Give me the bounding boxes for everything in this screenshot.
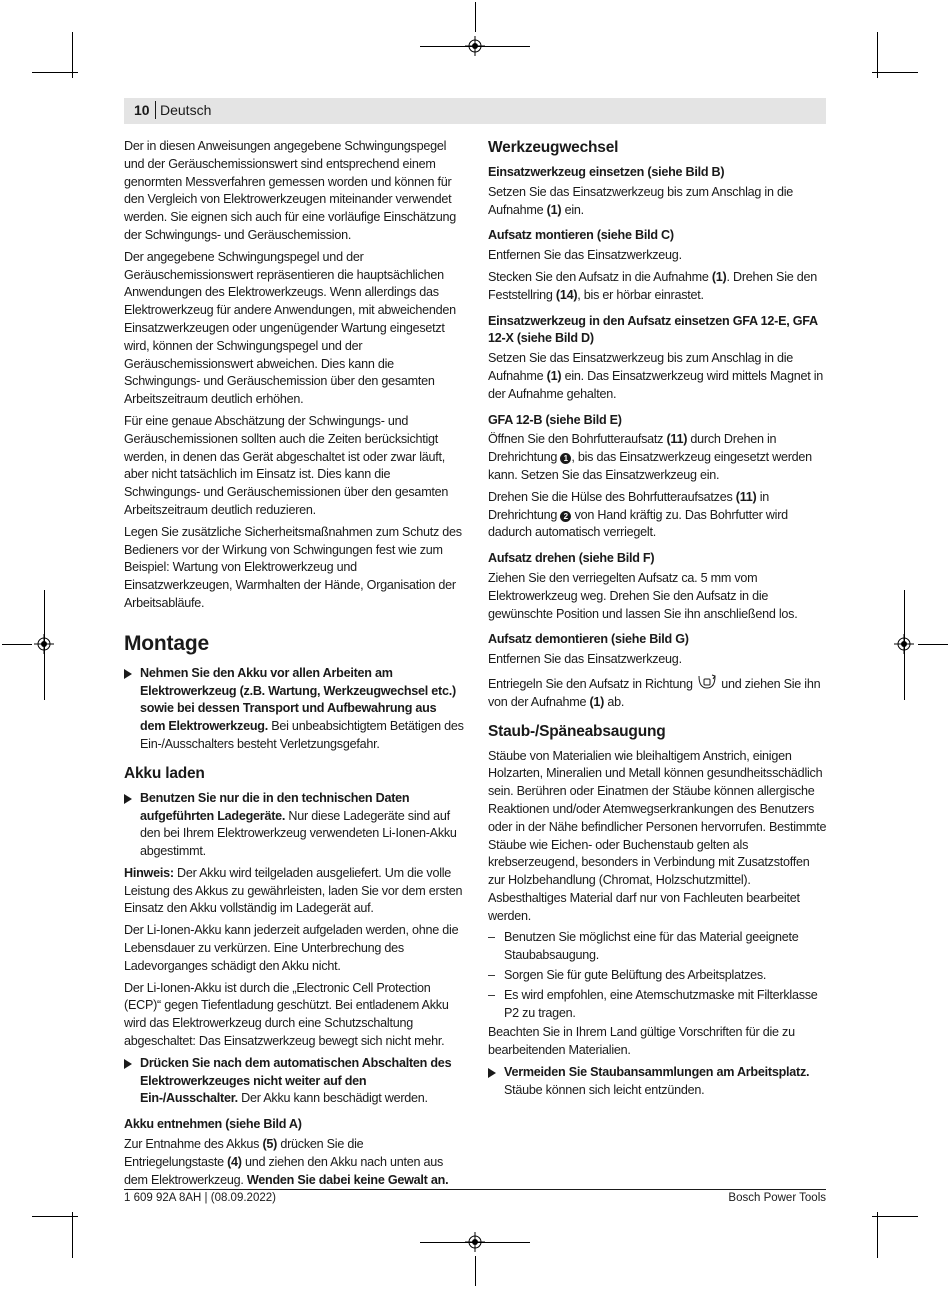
warning-item [488, 1064, 828, 1100]
warning-item [124, 790, 464, 861]
section-title-akku-laden: Akku laden [124, 764, 205, 782]
warning-item [124, 665, 464, 754]
dash-bullet: – [488, 930, 495, 945]
ref-number: (11) [666, 432, 688, 447]
footer-doc-id: 1 609 92A 8AH | (08.09.2022) [124, 1192, 276, 1204]
warning-bold-text: Benutzen Sie nur die in den technischen Daten aufgeführten Ladegeräte. [140, 790, 410, 823]
text-run: , bis das Einsatzwerkzeug eingesetzt werden kann. Setzen Sie das Einsatzwerkzeug ein. [488, 450, 812, 482]
subsection-title: GFA 12-B (siehe Bild E) [488, 412, 622, 427]
ref-number: (4) [227, 1154, 242, 1169]
paragraph: Der angegebene Schwingungspegel und der Geräuschemissionswert repräsentieren die hauptsächlichen Anwendungen des Elektrowerkzeugs. Wenn allerdings das Elektrowerkzeug für andere Anwendungen, mit abweichenden Einsatzwerkzeugen oder ungenügender Wartung eingesetzt wird, können der Schwingungspegel und der Geräuschemissionswert abweichen. Dies kann die Schwingungs- und Geräuschemission über den gesamten Arbeitszeitraum deutlich erhöhen. [124, 249, 456, 407]
text-run: Stecken Sie den Aufsatz in die Aufnahme [488, 269, 712, 284]
paragraph [488, 489, 828, 542]
warning-text: Nur diese Ladegeräte sind auf den bei Ihrem Elektrowerkzeug verwendeten Li-Ionen-Akku abgestimmt. [140, 808, 457, 859]
text-run: in Drehrichtung [488, 489, 770, 522]
ref-number: (11) [735, 489, 757, 504]
subsection-title: Einsatzwerkzeug einsetzen (siehe Bild B) [488, 165, 725, 179]
rotation-direction-1-icon: 1 [560, 453, 571, 464]
warning-arrow-icon [124, 794, 132, 804]
section-title-werkzeugwechsel: Werkzeugwechsel [488, 139, 619, 156]
bold-text: Wenden Sie dabei keine Gewalt an. [246, 1172, 449, 1187]
page-header [124, 98, 826, 124]
unlock-rotation-icon [696, 673, 718, 691]
list-item-text: Benutzen Sie möglichst eine für das Material geeignete Staubabsaugung. [504, 930, 799, 963]
ref-number: (1) [546, 202, 562, 217]
ref-number: (1) [711, 269, 727, 284]
warning-bold-text: Nehmen Sie den Akku vor allen Arbeiten am Elektrowerkzeug (z.B. Wartung, Werkzeugwechsel etc.) sowie bei dessen Transport und Aufbewahrung aus dem Elektrowerkzeug. [140, 665, 456, 734]
ref-number: (1) [546, 368, 562, 383]
left-column [124, 138, 464, 1193]
paragraph [488, 350, 828, 403]
text-run: von Hand kräftig zu. Das Bohrfutter wird dadurch automatisch verriegelt. [488, 507, 788, 540]
crop-mark [904, 590, 905, 700]
dash-bullet: – [488, 987, 495, 1002]
warning-text: Stäube können sich leicht entzünden. [504, 1082, 705, 1097]
warning-arrow-icon [124, 1059, 132, 1069]
note-paragraph [124, 865, 464, 918]
ref-number: (14) [555, 287, 578, 302]
crop-mark [420, 1242, 530, 1243]
dash-list-item [488, 929, 828, 965]
crop-mark [877, 1212, 878, 1258]
paragraph: Legen Sie zusätzliche Sicherheitsmaßnahmen zum Schutz des Bedieners vor der Wirkung von Schwingungen fest wie zum Beispiel: Wartung von Elektrowerkzeug und Einsatzwerkzeugen, Warmhalten der Hände, Organisation der Arbeitsabläufe. [124, 524, 462, 610]
crop-mark [475, 2, 476, 32]
paragraph [488, 184, 828, 220]
subsection-title-akku-entnehmen: Akku entnehmen (siehe Bild A) [124, 1117, 302, 1132]
paragraph: Entfernen Sie das Einsatzwerkzeug. [488, 248, 682, 263]
list-item-text: Sorgen Sie für gute Belüftung des Arbeitsplatzes. [504, 968, 767, 983]
ref-number: (5) [262, 1137, 278, 1152]
text-run: Entriegeln Sie den Aufsatz in Richtung [488, 676, 696, 691]
subsection-title: Aufsatz demontieren (siehe Bild G) [488, 632, 689, 647]
text-run: . Drehen Sie den Feststellring [488, 269, 818, 302]
subsection-title: Aufsatz montieren (siehe Bild C) [488, 228, 674, 243]
text-run: ein. [561, 202, 584, 217]
paragraph [488, 431, 828, 484]
warning-item [124, 1055, 464, 1108]
note-label: Hinweis: [124, 865, 174, 880]
text-run: Öffnen Sie den Bohrfutteraufsatz [488, 432, 667, 447]
list-item-text: Es wird empfohlen, eine Atemschutzmaske mit Filterklasse P2 zu tragen. [504, 987, 818, 1020]
footer-brand: Bosch Power Tools [728, 1192, 826, 1204]
crop-mark [2, 644, 32, 645]
crop-mark [44, 590, 45, 700]
warning-text: Der Akku kann beschädigt werden. [237, 1091, 428, 1106]
warning-arrow-icon [488, 1068, 496, 1078]
text-run: und ziehen den Akku nach unten aus dem Elektrowerkzeug. [124, 1154, 444, 1187]
paragraph: Der Li-Ionen-Akku ist durch die „Electronic Cell Protection (ECP)“ gegen Tiefentladung geschützt. Bei entladenem Akku wird das Elektrowerkzeug durch eine Schutzschaltung abgeschaltet: Das Einsatzwerkzeug bewegt sich nicht mehr. [124, 980, 449, 1049]
note-text: Der Akku wird teilgeladen ausgeliefert. Um die volle Leistung des Akkus zu gewährleisten, laden Sie vor dem ersten Einsatz den Akku vollständig im Ladegerät auf. [124, 865, 463, 916]
section-title-montage: Montage [124, 631, 209, 655]
page-number: 10 [134, 102, 150, 118]
subsection-title: Einsatzwerkzeug in den Aufsatz einsetzen GFA 12-E, GFA 12-X (siehe Bild D) [488, 313, 818, 346]
text-run: ab. [604, 694, 625, 709]
paragraph [488, 269, 828, 305]
paragraph: Der Li-Ionen-Akku kann jederzeit aufgeladen werden, ohne die Lebensdauer zu verkürzen. Eine Unterbrechung des Ladevorganges schädigt den Akku nicht. [124, 923, 459, 973]
crop-mark [918, 644, 948, 645]
text-run: drücken Sie die Entriegelungstaste [124, 1137, 364, 1169]
paragraph: Für eine genaue Abschätzung der Schwingungs- und Geräuschemissionen sollten auch die Zeiten berücksichtigt werden, in denen das Gerät abgeschaltet ist oder zwar läuft, aber nicht tatsächlich im Einsatz ist. Dies kann die Schwingungs- und Geräuschemissionen über den gesamten Arbeitszeitraum deutlich reduzieren. [124, 413, 449, 517]
header-separator [155, 101, 156, 119]
crop-mark [72, 1212, 73, 1258]
dash-list-item [488, 967, 828, 985]
text-run: Zur Entnahme des Akkus [124, 1137, 263, 1152]
paragraph [488, 673, 828, 712]
text-run: ein. Das Einsatzwerkzeug wird mittels Magnet in der Aufnahme gehalten. [488, 368, 824, 401]
paragraph: Stäube von Materialien wie bleihaltigem Anstrich, einigen Holzarten, Mineralien und Metall können gesundheitsschädlich sein. Berühren oder Einatmen der Stäube können allergische Reaktionen und/oder Atemwegserkrankungen des Benutzers oder in der Nähe befindlicher Personen hervorrufen. Bestimmte Stäube wie Eichen- oder Buchenstaub gelten als krebserzeugend, besonders in Verbindung mit Zusatzstoffen zur Holzbehandlung (Chromat, Holzschutzmittel). Asbesthaltiges Material darf nur von Fachleuten bearbeitet werden. [488, 748, 827, 923]
warning-text: Bei unbeabsichtigtem Betätigen des Ein-/Ausschalters besteht Verletzungsgefahr. [140, 719, 464, 751]
paragraph: Der in diesen Anweisungen angegebene Schwingungspegel und der Geräuschemissionswert sind entsprechend einem genormten Messverfahren gemessen worden und können für den Vergleich von Elektrowerkzeugen miteinander verwendet werden. Sie eignen sich auch für eine vorläufige Einschätzung der Schwingungs- und Geräuschemission. [124, 139, 456, 242]
dash-bullet: – [488, 968, 495, 983]
paragraph: Beachten Sie in Ihrem Land gültige Vorschriften für die zu bearbeitenden Materialien. [488, 1025, 795, 1058]
text-run: , bis er hörbar einrastet. [577, 287, 704, 302]
rotation-direction-2-icon: 2 [560, 511, 571, 522]
warning-bold-text: Vermeiden Sie Staubansammlungen am Arbeitsplatz. [504, 1065, 810, 1080]
crop-mark [420, 46, 530, 47]
ref-number: (1) [589, 694, 605, 709]
warning-bold-text: Drücken Sie nach dem automatischen Abschalten des Elektrowerkzeuges nicht weiter auf den Ein-/Ausschalter. [140, 1055, 452, 1106]
text-run: Setzen Sie das Einsatzwerkzeug bis zum Anschlag in die Aufnahme [488, 351, 794, 383]
header-language: Deutsch [160, 102, 212, 118]
dash-list-item [488, 987, 828, 1023]
footer-rule [124, 1189, 826, 1190]
crop-mark [872, 72, 918, 73]
text-run: Drehen Sie die Hülse des Bohrfutteraufsatzes [488, 489, 736, 504]
crop-mark [32, 1216, 78, 1217]
paragraph: Entfernen Sie das Einsatzwerkzeug. [488, 652, 682, 667]
crop-mark [872, 1216, 918, 1217]
crop-mark [475, 1256, 476, 1286]
section-title-staubabsaugung: Staub-/Späneabsaugung [488, 722, 666, 740]
crop-mark [32, 72, 78, 73]
warning-arrow-icon [124, 669, 132, 679]
text-run: und ziehen Sie ihn von der Aufnahme [488, 676, 821, 709]
subsection-title: Aufsatz drehen (siehe Bild F) [488, 551, 655, 566]
text-run: Setzen Sie das Einsatzwerkzeug bis zum Anschlag in die Aufnahme [488, 184, 794, 217]
paragraph [124, 1136, 464, 1189]
text-run: durch Drehen in Drehrichtung [488, 432, 777, 465]
right-column [488, 138, 828, 1104]
paragraph: Ziehen Sie den verriegelten Aufsatz ca. 5 mm vom Elektrowerkzeug weg. Drehen Sie den Aufsatz in die gewünschte Position und lassen Sie ihn anschließend los. [488, 570, 798, 621]
